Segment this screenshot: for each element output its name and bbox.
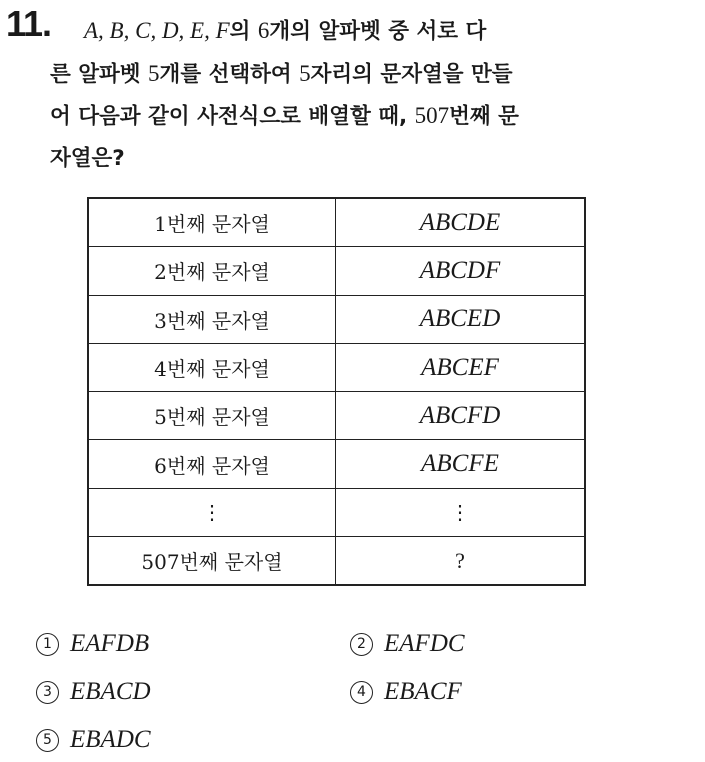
table-row-ellipsis <box>88 488 585 536</box>
row-value: ABCFD <box>336 392 586 440</box>
question-text: 개의 알파벳 중 서로 다 <box>269 19 487 44</box>
row-value: ABCFE <box>336 440 586 488</box>
vertical-ellipsis: ⋮ <box>88 488 336 536</box>
choice-number-circle: 4 <box>350 681 373 704</box>
question-text: 개를 선택하여 <box>159 61 300 87</box>
select-count: 5 <box>148 60 160 86</box>
row-value: ABCED <box>336 295 586 343</box>
row-label: 2번째 문자열 <box>88 247 336 295</box>
question-line-4: 자열은? <box>50 145 125 171</box>
string-length: 5 <box>299 60 311 86</box>
table-row <box>88 247 585 295</box>
choice-text: EAFDB <box>70 630 150 657</box>
target-ordinal: 507 <box>414 103 450 128</box>
question-line-1 <box>46 10 686 53</box>
table-row <box>88 392 585 440</box>
choice-number-circle: 3 <box>36 681 59 704</box>
table-row-target <box>88 537 585 586</box>
row-label: 507번째 문자열 <box>88 537 336 586</box>
choice-4[interactable] <box>350 676 462 708</box>
choice-number-circle: 5 <box>36 729 59 752</box>
choice-text: EAFDC <box>384 630 465 657</box>
question-text: 른 알파벳 <box>50 61 149 87</box>
question-line-2 <box>46 53 686 96</box>
choice-number-circle: 1 <box>36 633 59 656</box>
choice-5[interactable] <box>36 724 151 756</box>
choice-text: EBACF <box>384 678 462 705</box>
question-text: 어 다음과 같이 사전식으로 배열할 때, <box>50 104 415 129</box>
table-row <box>88 440 585 488</box>
row-label: 3번째 문자열 <box>88 295 336 343</box>
sequence-table <box>87 197 586 586</box>
table-row <box>88 343 585 391</box>
question-text: 번째 문 <box>449 104 519 129</box>
vertical-ellipsis: ⋮ <box>336 488 586 536</box>
question-line-3 <box>46 95 686 138</box>
choice-number-circle: 2 <box>350 633 373 656</box>
table-row <box>88 295 585 343</box>
question-number: 11. <box>6 3 52 44</box>
row-label: 6번째 문자열 <box>88 440 336 488</box>
choice-2[interactable] <box>350 628 465 660</box>
letter-set: A, B, C, D, E, F <box>84 18 230 43</box>
unknown-value: ? <box>336 537 586 586</box>
choice-text: EBADC <box>70 726 151 753</box>
choice-text: EBACD <box>70 678 151 705</box>
row-value: ABCDE <box>336 198 586 247</box>
row-label: 1번째 문자열 <box>88 198 336 247</box>
row-value: ABCDF <box>336 247 586 295</box>
row-value: ABCEF <box>336 343 586 391</box>
choice-3[interactable] <box>36 676 151 708</box>
row-label: 5번째 문자열 <box>88 392 336 440</box>
question-stem <box>46 10 686 180</box>
question-text: 의 <box>229 19 258 44</box>
table-row <box>88 198 585 247</box>
choice-1[interactable] <box>36 628 149 660</box>
letter-count: 6 <box>257 18 270 43</box>
row-label: 4번째 문자열 <box>88 343 336 391</box>
question-text: 자리의 문자열을 만들 <box>310 61 513 87</box>
